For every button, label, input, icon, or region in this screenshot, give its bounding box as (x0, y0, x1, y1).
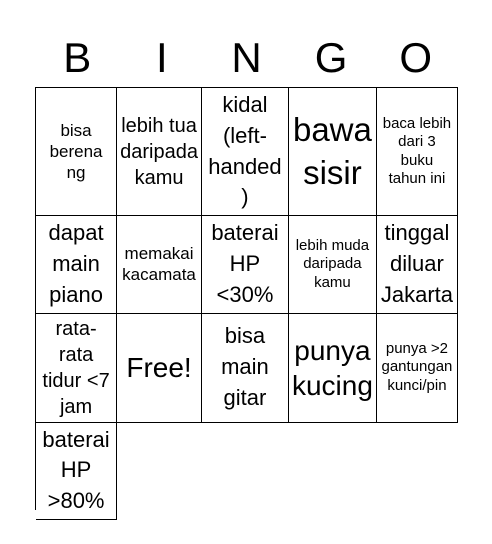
header-letter-b: B (63, 34, 92, 81)
cell-text: baterai HP <30% (211, 220, 279, 307)
cell-text: bawa sisir (292, 110, 372, 191)
header-letter-g: G (314, 34, 348, 81)
bingo-cell-r2c2[interactable] (117, 216, 202, 313)
cell-text: baterai HP >80% (42, 426, 110, 514)
cell-text: bisa berenang (49, 120, 103, 183)
bingo-card-grid (35, 87, 458, 514)
bingo-cell-r1c2[interactable] (117, 88, 202, 216)
bingo-cell-r1c4[interactable] (289, 88, 377, 216)
cell-text: bisa main gitar (221, 323, 269, 410)
bingo-cell-r3c5[interactable] (377, 314, 458, 423)
bingo-cell-r3c2[interactable] (117, 314, 202, 423)
bingo-header (35, 30, 458, 86)
bingo-cell-r1c5[interactable] (377, 88, 458, 216)
cell-text: punya kucing (291, 334, 373, 401)
bingo-cell-r2c3[interactable] (202, 216, 289, 313)
cell-text: lebih muda daripada kamu (295, 236, 370, 291)
cell-text: rata-rata tidur <7 jam (42, 317, 110, 418)
cell-text: kidal (left-handed) (208, 92, 282, 210)
free-space-text: Free! (126, 352, 192, 384)
header-letter-o: O (399, 34, 433, 81)
cell-text: baca lebih dari 3 buku tahun ini (382, 115, 452, 187)
cell-text: dapat main piano (48, 220, 104, 307)
header-letter-i: I (156, 34, 168, 81)
bingo-cell-r3c3[interactable] (202, 314, 289, 423)
bingo-cell-r2c5[interactable] (377, 216, 458, 313)
cell-text: punya >2 gantungan kunci/pin (381, 340, 453, 394)
bingo-cell-r3c4[interactable] (289, 314, 377, 423)
bingo-cell-r2c4[interactable] (289, 216, 377, 313)
bingo-cell-r1c1[interactable] (36, 88, 117, 216)
bingo-cell-r2c1[interactable] (36, 216, 117, 313)
bingo-cell-r3c1[interactable] (36, 314, 117, 423)
bingo-cell-r1c3[interactable] (202, 88, 289, 216)
header-letter-n: N (231, 34, 262, 81)
bingo-cell-r4c1[interactable] (36, 423, 117, 520)
cell-text: memakai kacamata (122, 244, 196, 285)
cell-text: tinggal diluar Jakarta (380, 220, 454, 307)
cell-text: lebih tua daripada kamu (120, 114, 198, 189)
